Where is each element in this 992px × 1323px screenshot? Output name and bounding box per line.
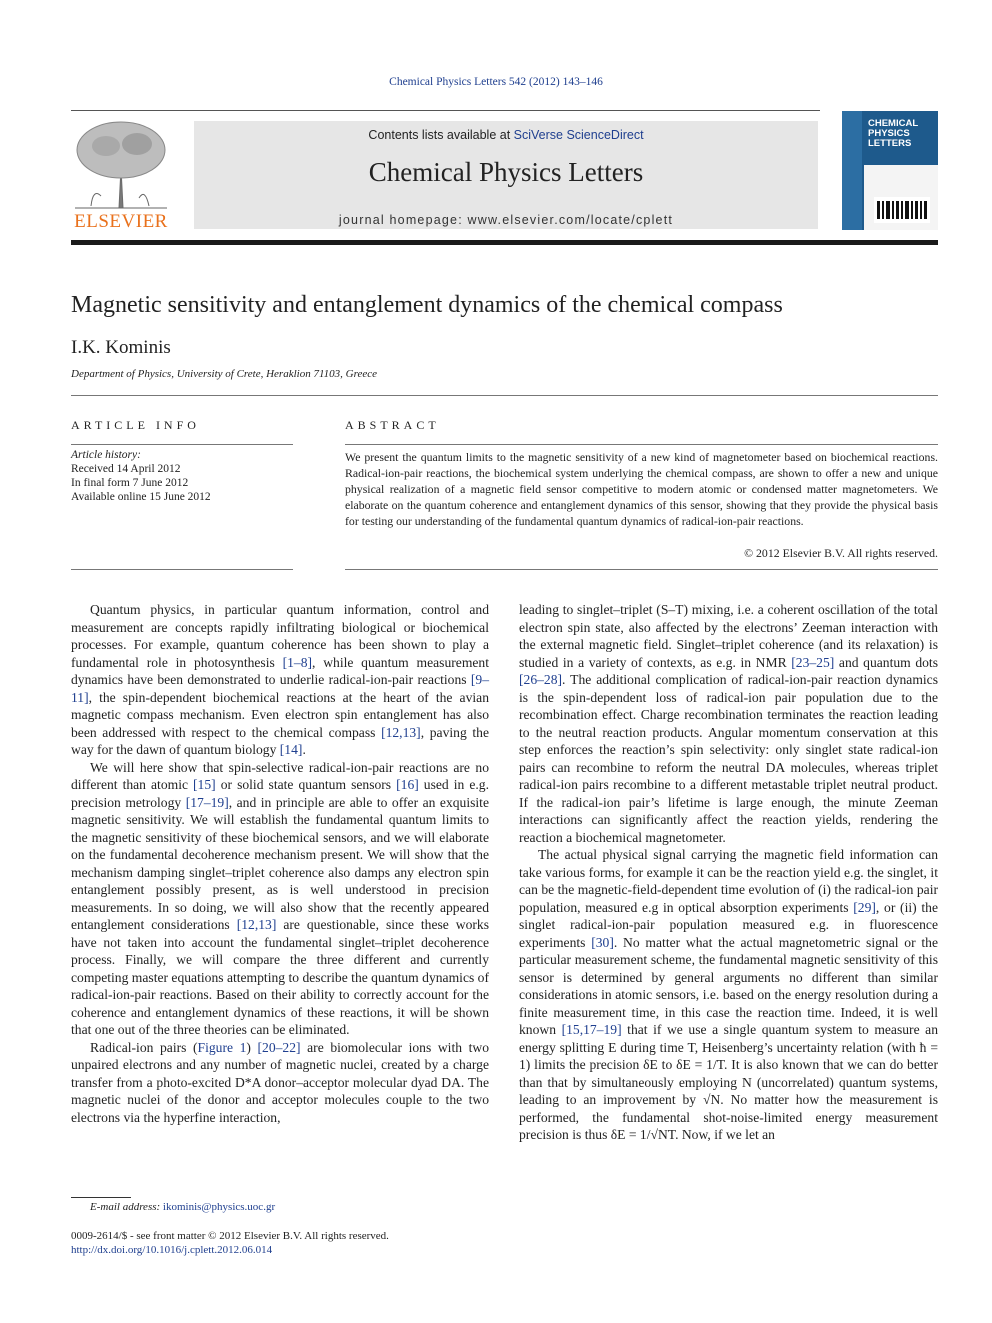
- history-received: Received 14 April 2012: [71, 463, 181, 475]
- journal-reference[interactable]: Chemical Physics Letters 542 (2012) 143–146: [389, 76, 603, 88]
- citation-link[interactable]: [15]: [193, 777, 216, 792]
- cover-title-line: CHEMICAL: [868, 118, 919, 129]
- text-run: .: [302, 742, 306, 757]
- info-divider: [71, 444, 293, 445]
- history-final-form: In final form 7 June 2012: [71, 477, 189, 489]
- citation-link[interactable]: [29]: [853, 899, 876, 915]
- abstract-heading: ABSTRACT: [345, 418, 440, 432]
- tree-icon: [71, 118, 171, 210]
- author-affiliation: Department of Physics, University of Crete, Heraklion 71103, Greece: [71, 368, 377, 380]
- text-run: that if we use a single quantum system to measure an energy splitting E during time T, Heisenberg’s uncertainty relation (with ħ = 1) limits the precision δE to δE = 1/T. It is also known that we can do better than that by simultaneously employing N (uncorrelated) quantum systems, leading to an improvement by √N. No matter how the measurement is performed, the fundamental shot-noise-limited energy measurement precision is thus δE = 1/√NT. Now, if we let an: [519, 1022, 938, 1142]
- header-thick-rule: [71, 240, 938, 245]
- text-run: , and in principle are able to offer an exquisite magnetic sensitivity. We will establish the fundamental quantum limits to the magnetic sensitivity of these biochemical sensors, and we will elaborate on the fundamental decoherence mechanism present. We will show that the mechanism damping singlet–triplet coherence also damps any electron spin entanglement possibly present, as is well understood in precision measurements. In so doing, we will also show that the recently appeared entanglement considerations: [71, 794, 489, 932]
- journal-cover[interactable]: [842, 111, 938, 230]
- cover-title-line: PHYSICS: [868, 128, 910, 139]
- info-bottom-divider: [71, 569, 293, 570]
- citation-link[interactable]: [17–19]: [185, 794, 229, 810]
- sciencedirect-link[interactable]: SciVerse ScienceDirect: [513, 128, 644, 142]
- text-run: , paving the way for the dawn of quantum biology: [71, 724, 489, 757]
- article-info-heading: ARTICLE INFO: [71, 418, 200, 432]
- author-name[interactable]: I.K. Kominis: [71, 337, 171, 358]
- text-run: used in e.g. precision metrology: [71, 777, 489, 810]
- contents-prefix: Contents lists available at: [368, 128, 514, 142]
- citation-link[interactable]: [12,13]: [381, 724, 421, 740]
- body-paragraph: [71, 759, 489, 1039]
- body-column-left: [71, 601, 489, 1126]
- journal-banner: [194, 121, 818, 229]
- text-run: or solid state quantum sensors: [215, 777, 397, 792]
- elsevier-logo[interactable]: [71, 118, 171, 233]
- text-run: We will here show that spin-selective radical-ion-pair reactions are no different than atomic: [71, 759, 489, 792]
- text-run: , the spin-dependent biochemical reactions at the heart of the avian magnetic compass mechanism. Even electron spin entanglement has also been addressed with respect to the chemical compass: [71, 689, 489, 740]
- abstract-divider: [345, 444, 938, 445]
- footnote-divider: [71, 1197, 131, 1198]
- contents-line: [194, 128, 818, 142]
- text-run: ): [246, 1039, 258, 1055]
- text-run: are biomolecular ions with two unpaired electrons and any number of magnetic nuclei, created by a charge transfer from a photo-excited D*A donor–acceptor molecular dyad DA. The magnetic nuclei of the donor and acceptor molecules couple to the two electrons via the hyperfine interaction,: [71, 1039, 489, 1125]
- text-run: are questionable, since these works have not taken into account the fundamental singlet–triplet decoherence process. Finally, we will compare the three different and currently competing master equations attempting to describe the quantum dynamics of radical-ion-pair reactions. Based on their ability to correctly account for the coherence and entanglement dynamics of these reactions, it will be shown that one out of the three theories can be eliminated.: [71, 917, 490, 1037]
- body-paragraph: [519, 846, 938, 1144]
- cover-title-line: LETTERS: [868, 138, 912, 149]
- citation-link[interactable]: [20–22]: [257, 1039, 301, 1055]
- citation-link[interactable]: [30]: [591, 934, 614, 950]
- citation-link[interactable]: [14]: [279, 742, 303, 757]
- abstract-text: We present the quantum limits to the magnetic sensitivity of a new kind of magnetometer based on biochemical reactions. Radical-ion-pair reactions, the biochemical system underlying the chemical compass, are shown to offer a new and unique physical realization of a magnetic field sensor competitive to modern atomic or condensed matter magnetometers. We elaborate on the quantum coherence and entanglement dynamics of this sensor, showing that they provide the physical basis for testing our understanding of the fundamental quantum dynamics of radical-ion-pair reactions.: [345, 450, 938, 528]
- citation-link[interactable]: [12,13]: [236, 917, 277, 932]
- citation-link[interactable]: [23–25]: [791, 654, 835, 670]
- header-divider: [71, 110, 820, 111]
- citation-link[interactable]: [16]: [396, 777, 419, 792]
- body-paragraph: [71, 601, 489, 759]
- text-run: The actual physical signal carrying the magnetic field information can take various forms, for example it can be the reaction yield e.g. the singlet, it can be the magnetic-field-dependent time evolution of (i) the radical-ion pair population, measured e.g in optical absorption experiments: [519, 847, 938, 915]
- body-paragraph: [71, 1039, 489, 1127]
- abstract-copyright: © 2012 Elsevier B.V. All rights reserved.: [744, 546, 938, 560]
- text-run: . The additional complication of radical-ion-pair reaction dynamics is the spin-dependent loss of radical-ion pair population due to the recombination effect. Charge recombination terminates the reaction leading to the neutral reaction products. Angular momentum conservation at this step enforces the reaction’s spin selectivity: only singlet state radical-ion pairs can recombine to reform the neutral DA molecules, whereas triplet radical-ion pairs recombine to a different metastable triplet neutral product. If the radical-ion pair’s lifetime is large enough, the minute Zeeman interactions can significantly affect the reaction yields, rendering the reaction a biochemical magnetometer.: [519, 672, 938, 845]
- history-online: Available online 15 June 2012: [71, 491, 211, 503]
- cover-stripe: [842, 111, 862, 230]
- text-run: and quantum dots: [834, 654, 938, 670]
- history-label: Article history:: [71, 449, 141, 461]
- elsevier-wordmark: ELSEVIER: [74, 211, 168, 232]
- text-run: Radical-ion pairs (: [90, 1039, 198, 1055]
- issn-line: 0009-2614/$ - see front matter © 2012 Elsevier B.V. All rights reserved.: [71, 1230, 389, 1242]
- citation-link[interactable]: Figure 1: [197, 1039, 247, 1055]
- journal-name: Chemical Physics Letters: [368, 157, 644, 187]
- text-run: Quantum physics, in particular quantum information, control and measurement are concepts rapidly infiltrating biological or biochemical processes. For example, quantum coherence has been shown to play a fundamental role in photosynthesis: [71, 602, 489, 670]
- article-title: Magnetic sensitivity and entanglement dynamics of the chemical compass: [71, 292, 783, 318]
- cover-barcode-icon: [874, 197, 930, 223]
- citation-link[interactable]: [15,17–19]: [561, 1022, 622, 1037]
- citation-link[interactable]: [1–8]: [282, 654, 313, 670]
- abstract-bottom-divider: [345, 569, 938, 570]
- body-paragraph: [519, 601, 938, 846]
- footnote-email: [90, 1201, 275, 1213]
- text-run: , or (ii) the singlet radical-ion-pair population measured e.g. in fluorescence experiments: [519, 899, 938, 950]
- doi-link[interactable]: http://dx.doi.org/10.1016/j.cplett.2012.06.014: [71, 1244, 273, 1256]
- cover-title: [868, 119, 918, 149]
- text-run: , while quantum measurement dynamics have been demonstrated to underlie radical-ion-pair reactions: [71, 654, 489, 687]
- text-run: leading to singlet–triplet (S–T) mixing, i.e. a coherent oscillation of the total electron spin state, also affected by the electrons’ Zeeman interaction with the external magnetic field. Singlet–triplet coherence (and its relaxation) is studied in a variety of contexts, as e.g. in NMR: [519, 602, 938, 670]
- text-run: . No matter what the actual magnetometric signal or the particular measurement scheme, the fundamental magnetic sensitivity of this sensor is determined by general arguments no different than similar considerations in atomic sensors, i.e. based on the energy resolution during a finite measurement time, in this case the reaction time. Indeed, it is well known: [519, 934, 938, 1037]
- affiliation-divider: [71, 395, 938, 396]
- email-link[interactable]: ikominis@physics.uoc.gr: [162, 1201, 276, 1213]
- journal-homepage[interactable]: journal homepage: www.elsevier.com/locate/cplett: [338, 213, 674, 227]
- citation-link[interactable]: [9–11]: [71, 672, 489, 705]
- email-label: E-mail address:: [90, 1201, 163, 1213]
- citation-link[interactable]: [26–28]: [519, 672, 563, 687]
- body-column-right: [519, 601, 938, 1144]
